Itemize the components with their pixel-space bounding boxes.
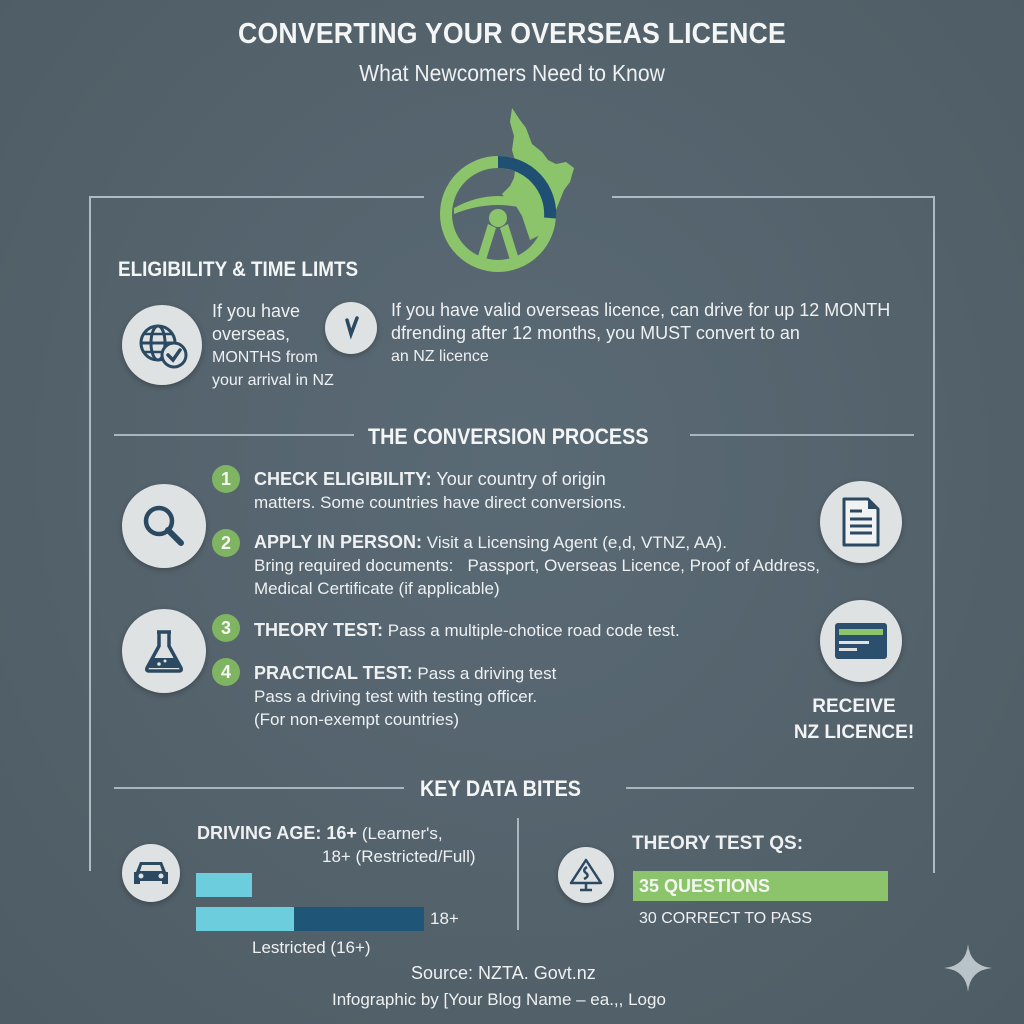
licence-card-icon bbox=[834, 621, 888, 661]
questions-bar-label: 35 QUESTIONS bbox=[639, 875, 771, 896]
page-title: CONVERTING YOUR OVERSEAS LICENCE bbox=[238, 18, 786, 50]
theory-test-title: THEORY TEST QS: bbox=[632, 833, 804, 854]
restricted-bar-light bbox=[196, 907, 294, 931]
step-4-text bbox=[254, 662, 556, 731]
document-circle bbox=[820, 481, 902, 563]
frame-top-left bbox=[89, 196, 424, 198]
driving-age-line2: 18+ (Restricted/Full) bbox=[322, 847, 476, 866]
globe-text-line: MONTHS from bbox=[212, 349, 318, 366]
step-4-line: Pass a driving test with testing officer. bbox=[254, 687, 538, 706]
step-4-title: PRACTICAL TEST: bbox=[254, 663, 413, 683]
step-2-title: APPLY IN PERSON: bbox=[254, 532, 423, 552]
clock-icon bbox=[331, 308, 371, 348]
step-2-line: Visit a Licensing Agent (e,d, VTNZ, AA). bbox=[426, 533, 727, 552]
clock-text-line: dfrending after 12 months, you MUST convert to an bbox=[391, 323, 800, 343]
licence-card-circle bbox=[820, 600, 902, 682]
road-sign-circle bbox=[558, 847, 614, 903]
driving-age-rest: (Learner's, bbox=[361, 824, 443, 843]
globe-check-circle bbox=[122, 305, 202, 385]
globe-text bbox=[212, 300, 334, 392]
clock-text bbox=[391, 299, 890, 368]
step-4-line: (For non-exempt countries) bbox=[254, 710, 460, 729]
step-1-title: CHECK ELIGIBILITY: bbox=[254, 469, 432, 489]
car-icon bbox=[132, 858, 170, 888]
eligibility-heading: ELIGIBILITY & TIME LIMTS bbox=[118, 258, 359, 281]
step-3-line: Pass a multiple-chotice road code test. bbox=[387, 621, 680, 640]
step-4-badge: 4 bbox=[212, 658, 240, 686]
frame-right bbox=[933, 196, 935, 873]
process-rule-right bbox=[690, 434, 914, 436]
page-subtitle: What Newcomers Need to Know bbox=[359, 60, 665, 86]
step-1-line: Your country of origin bbox=[436, 469, 606, 489]
receive-line: RECEIVE bbox=[812, 696, 896, 717]
step-3-title: THEORY TEST: bbox=[254, 620, 384, 640]
bar-end-label: 18+ bbox=[430, 909, 459, 928]
globe-text-line: your arrival in NZ bbox=[212, 372, 334, 389]
car-circle bbox=[122, 844, 180, 902]
clock-text-line: If you have valid overseas licence, can drive for up 12 MONTH bbox=[391, 300, 891, 320]
driving-age-title bbox=[197, 823, 443, 844]
frame-top-right bbox=[612, 196, 934, 198]
driving-age-bold: DRIVING AGE: 16+ bbox=[197, 823, 357, 843]
step-3-text bbox=[254, 619, 680, 642]
winding-road-sign-icon bbox=[567, 856, 605, 894]
search-icon bbox=[137, 499, 191, 553]
data-rule-right bbox=[626, 787, 914, 789]
sparkle-icon bbox=[942, 942, 994, 994]
globe-check-icon bbox=[134, 317, 190, 373]
process-heading: THE CONVERSION PROCESS bbox=[368, 424, 649, 449]
document-icon bbox=[838, 495, 884, 549]
globe-text-line: If you have bbox=[212, 301, 301, 321]
receive-line: NZ LICENCE! bbox=[793, 722, 915, 743]
search-circle bbox=[122, 484, 206, 568]
step-2-line: Bring required documents: Passport, Overseas Licence, Proof of Address, bbox=[254, 556, 821, 575]
questions-bar bbox=[633, 871, 888, 901]
step-2-line: Medical Certificate (if applicable) bbox=[254, 579, 500, 598]
full-bar-dark bbox=[294, 907, 424, 931]
step-3-badge: 3 bbox=[212, 614, 240, 642]
globe-text-line: overseas, bbox=[212, 324, 291, 344]
step-2-badge: 2 bbox=[212, 529, 240, 557]
bar-caption: Lestricted (16+) bbox=[252, 938, 371, 957]
data-divider bbox=[517, 818, 519, 930]
clock-text-line: an NZ licence bbox=[391, 348, 489, 365]
source-text: Source: NZTA. Govt.nz bbox=[411, 963, 596, 983]
pass-label: 30 CORRECT TO PASS bbox=[639, 910, 813, 927]
step-1-text bbox=[254, 468, 626, 514]
credit-text: Infographic by [Your Blog Name – ea.,, Logo bbox=[332, 990, 666, 1009]
flask-icon bbox=[137, 624, 191, 678]
steering-wheel-nz-map-icon bbox=[430, 98, 610, 278]
step-1-line: matters. Some countries have direct conversions. bbox=[254, 493, 627, 512]
step-1-badge: 1 bbox=[212, 465, 240, 493]
step-4-line: Pass a driving test bbox=[417, 664, 557, 683]
process-rule-left bbox=[114, 434, 354, 436]
receive-licence-label bbox=[784, 694, 924, 746]
data-heading: KEY DATA BITES bbox=[420, 776, 581, 801]
learner-bar bbox=[196, 873, 252, 897]
clock-circle bbox=[325, 302, 377, 354]
step-2-text bbox=[254, 531, 820, 600]
data-rule-left bbox=[114, 787, 404, 789]
frame-left bbox=[89, 196, 91, 871]
flask-circle bbox=[122, 609, 206, 693]
